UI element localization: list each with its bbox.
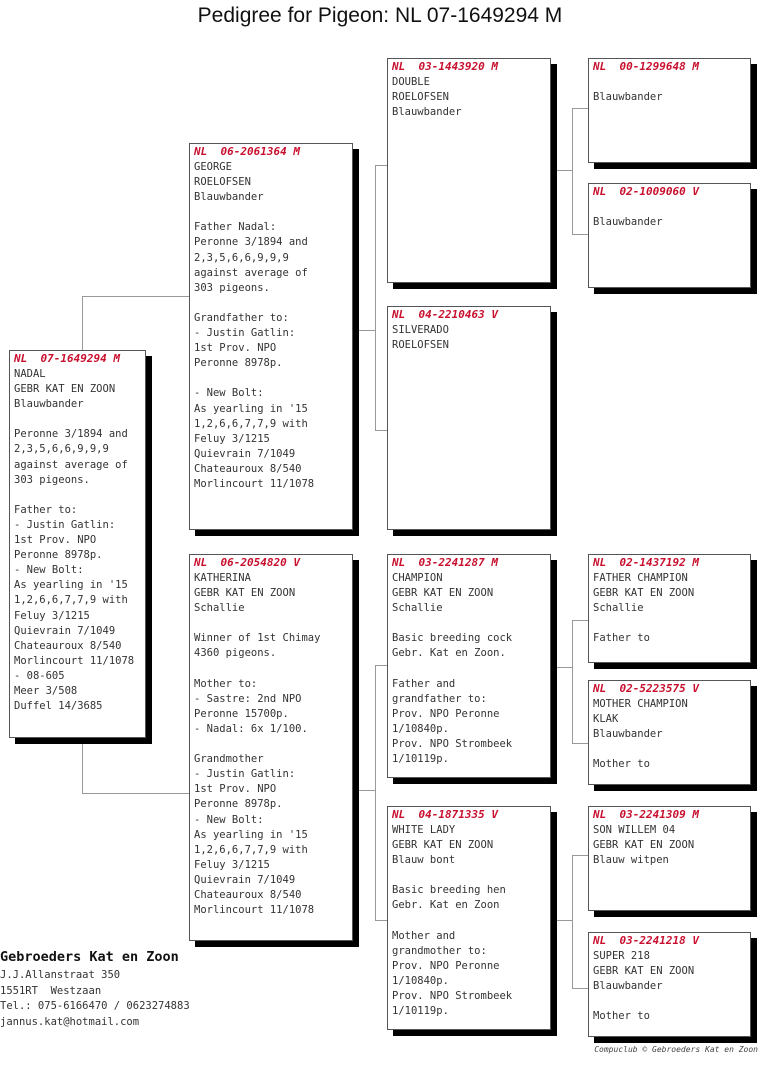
pigeon-details — [589, 696, 750, 772]
detail-line: Feluy 3/1215 — [194, 858, 270, 871]
ring-number: NL 04-2210463 V — [392, 308, 498, 321]
detail-line: Mother to — [593, 758, 650, 771]
detail-line: Peronne 3/1894 and — [194, 236, 308, 249]
connector-line — [375, 165, 376, 430]
detail-line — [14, 488, 141, 503]
ring-number: NL 07-1649294 M — [14, 352, 120, 365]
pigeon-details — [589, 74, 750, 105]
detail-line: Mother to: — [194, 677, 258, 690]
detail-line: 1/10840p. — [392, 974, 449, 987]
detail-line: Quievrain 7/1049 — [194, 447, 296, 460]
detail-line: Duffel 14/3685 — [14, 700, 103, 713]
detail-line: Peronne 15700p. — [194, 707, 289, 720]
connector-line — [82, 738, 83, 793]
detail-line: Peronne 8978p. — [194, 798, 283, 811]
breeder-city: 1551RT Westzaan — [0, 984, 102, 997]
ring-number: NL 06-2061364 M — [194, 145, 300, 158]
detail-line: Schallie — [392, 602, 443, 615]
detail-line: ROELOFSEN — [194, 176, 251, 189]
connector-line — [572, 620, 588, 621]
connector-line — [572, 855, 573, 988]
detail-line: Father to: — [14, 503, 78, 516]
detail-line: FATHER CHAMPION — [593, 572, 688, 584]
detail-line: Blauwbander — [593, 728, 663, 741]
detail-line — [392, 616, 546, 631]
detail-line: Blauwbander — [392, 106, 462, 119]
detail-line: Father and — [392, 677, 456, 690]
connector-line — [572, 743, 588, 744]
pigeon-card-mother[interactable] — [189, 554, 353, 941]
pigeon-details — [388, 322, 550, 353]
connector-line — [551, 920, 572, 921]
pigeon-card-fff[interactable] — [588, 58, 751, 163]
detail-line: As yearling in '15 — [194, 402, 308, 415]
detail-line: Schallie — [194, 602, 245, 615]
detail-line: 303 pigeons. — [194, 281, 270, 294]
detail-line: Meer 3/508 — [14, 684, 78, 697]
detail-line — [194, 205, 348, 220]
ring-number: NL 02-1437192 M — [593, 556, 699, 569]
detail-line: against average of — [194, 266, 308, 279]
detail-line: Feluy 3/1215 — [14, 609, 90, 622]
detail-line: SILVERADO — [392, 324, 449, 336]
detail-line — [593, 994, 746, 1009]
detail-line: Peronne 8978p. — [14, 549, 103, 562]
detail-line — [194, 737, 348, 752]
detail-line: 303 pigeons. — [14, 473, 90, 486]
detail-line: GEBR KAT EN ZOON — [392, 839, 494, 852]
detail-line: Winner of 1st Chimay — [194, 632, 321, 645]
pigeon-card-mmm[interactable] — [588, 932, 751, 1037]
ring-number: NL 03-2241218 V — [593, 934, 699, 947]
detail-line: - Nadal: 6x 1/100. — [194, 722, 308, 735]
detail-line: Mother to — [593, 1010, 650, 1023]
detail-line — [593, 742, 746, 757]
detail-line: GEBR KAT EN ZOON — [593, 587, 695, 600]
ring-number: NL 03-2241309 M — [593, 808, 699, 821]
pigeon-details — [589, 822, 750, 868]
detail-line — [194, 296, 348, 311]
breeder-name: Gebroeders Kat en Zoon — [0, 949, 179, 965]
detail-line: DOUBLE — [392, 76, 430, 88]
detail-line: 4360 pigeons. — [194, 647, 277, 660]
ring-number: NL 03-1443920 M — [392, 60, 498, 73]
detail-line: Chateauroux 8/540 — [194, 888, 302, 901]
detail-line: 1st Prov. NPO — [194, 342, 277, 355]
detail-line: - New Bolt: — [194, 813, 264, 826]
breeder-email[interactable]: jannus.kat@hotmail.com — [0, 1015, 140, 1028]
detail-line: MOTHER CHAMPION — [593, 698, 688, 710]
connector-line — [353, 330, 375, 331]
pigeon-details — [589, 948, 750, 1024]
detail-line: against average of — [14, 458, 128, 471]
detail-line: Basic breeding cock — [392, 632, 513, 645]
pigeon-details — [190, 570, 352, 918]
footer-copyright: Compuclub © Gebroeders Kat en Zoon — [594, 1045, 758, 1054]
breeder-phone: Tel.: 075-6166470 / 0623274883 — [0, 1000, 190, 1012]
detail-line: GEBR KAT EN ZOON — [593, 839, 695, 852]
detail-line: - Justin Gatlin: — [194, 327, 296, 340]
ring-number: NL 02-1009060 V — [593, 185, 699, 198]
detail-line: Prov. NPO Strombeek — [392, 738, 513, 751]
detail-line: Feluy 3/1215 — [194, 432, 270, 445]
detail-line: - Justin Gatlin: — [194, 768, 296, 781]
detail-line: KLAK — [593, 713, 619, 726]
detail-line: GEBR KAT EN ZOON — [194, 587, 296, 600]
connector-line — [572, 234, 588, 235]
page-title: Pedigree for Pigeon: NL 07-1649294 M — [197, 4, 563, 27]
detail-line: Grandfather to: — [194, 311, 289, 324]
detail-line — [194, 662, 348, 677]
detail-line: - 08-605 — [14, 669, 65, 682]
detail-line: Basic breeding hen — [392, 884, 506, 897]
detail-line — [593, 200, 746, 215]
pigeon-card-mmf[interactable] — [588, 806, 751, 911]
detail-line: 1,2,6,6,7,7,9 with — [14, 594, 128, 607]
detail-line: 1,2,6,6,7,7,9 with — [194, 843, 308, 856]
pigeon-card-subject[interactable] — [9, 350, 146, 738]
detail-line: Blauwbander — [593, 91, 663, 104]
detail-line: GEBR KAT EN ZOON — [14, 383, 116, 396]
detail-line: WHITE LADY — [392, 824, 456, 836]
connector-line — [82, 296, 83, 352]
pigeon-card-mff[interactable] — [588, 554, 751, 663]
detail-line — [194, 616, 348, 631]
connector-line — [551, 170, 572, 171]
detail-line: Blauwbander — [593, 980, 663, 993]
ring-number: NL 04-1871335 V — [392, 808, 498, 821]
detail-line: As yearling in '15 — [194, 828, 308, 841]
detail-line — [593, 75, 746, 90]
connector-line — [353, 790, 375, 791]
pigeon-card-father-mother[interactable] — [387, 306, 551, 530]
ring-number: NL 02-5223575 V — [593, 682, 699, 695]
breeder-info — [0, 949, 190, 1030]
detail-line: Gebr. Kat en Zoon. — [392, 647, 506, 660]
detail-line: Morlincourt 11/1078 — [194, 904, 315, 917]
detail-line: Gebr. Kat en Zoon — [392, 899, 500, 912]
detail-line: Blauw bont — [392, 854, 456, 867]
pigeon-card-mother-father[interactable] — [387, 554, 551, 778]
pigeon-details — [388, 822, 550, 1019]
detail-line: Chateauroux 8/540 — [194, 462, 302, 475]
detail-line — [392, 868, 546, 883]
detail-line: Blauw witpen — [593, 854, 669, 867]
pigeon-card-father-father[interactable] — [387, 58, 551, 283]
detail-line: ROELOFSEN — [392, 339, 449, 352]
connector-line — [82, 296, 190, 297]
pigeon-details — [589, 199, 750, 230]
connector-line — [572, 108, 588, 109]
detail-line: CHAMPION — [392, 572, 443, 584]
detail-line: Grandmother — [194, 753, 264, 766]
detail-line: Prov. NPO Strombeek — [392, 990, 513, 1003]
detail-line: GEBR KAT EN ZOON — [593, 965, 695, 978]
detail-line: ROELOFSEN — [392, 91, 449, 104]
detail-line: Blauwbander — [593, 216, 663, 229]
detail-line: KATHERINA — [194, 572, 251, 584]
detail-line: Quievrain 7/1049 — [194, 873, 296, 886]
detail-line — [392, 914, 546, 929]
detail-line: Schallie — [593, 602, 644, 615]
detail-line: As yearling in '15 — [14, 579, 128, 592]
detail-line — [14, 412, 141, 427]
detail-line: Mother and — [392, 929, 456, 942]
detail-line: - Justin Gatlin: — [14, 518, 116, 531]
detail-line: Prov. NPO Peronne — [392, 959, 500, 972]
connector-line — [551, 667, 572, 668]
detail-line: 1st Prov. NPO — [14, 534, 97, 547]
detail-line: 1/10119p. — [392, 1005, 449, 1018]
detail-line: 1/10119p. — [392, 753, 449, 766]
pigeon-card-mother-mother[interactable] — [387, 806, 551, 1030]
detail-line: - New Bolt: — [14, 564, 84, 577]
detail-line: 1,2,6,6,7,7,9 with — [194, 417, 308, 430]
detail-line — [392, 662, 546, 677]
pigeon-card-mfm[interactable] — [588, 680, 751, 785]
detail-line: Father to — [593, 632, 650, 645]
detail-line: grandfather to: — [392, 692, 487, 705]
pigeon-card-ffm[interactable] — [588, 183, 751, 288]
detail-line: 1/10840p. — [392, 722, 449, 735]
pigeon-details — [190, 159, 352, 492]
connector-line — [572, 108, 573, 234]
detail-line: - Sastre: 2nd NPO — [194, 692, 302, 705]
ring-number: NL 00-1299648 M — [593, 60, 699, 73]
pigeon-details — [10, 366, 145, 714]
detail-line: NADAL — [14, 368, 46, 380]
detail-line: Prov. NPO Peronne — [392, 707, 500, 720]
detail-line: - New Bolt: — [194, 387, 264, 400]
pigeon-details — [589, 570, 750, 646]
detail-line: GEORGE — [194, 161, 232, 173]
connector-line — [572, 855, 588, 856]
connector-line — [375, 665, 376, 920]
detail-line: Chateauroux 8/540 — [14, 639, 122, 652]
detail-line: SON WILLEM 04 — [593, 824, 676, 836]
detail-line: Morlincourt 11/1078 — [194, 477, 315, 490]
detail-line: SUPER 218 — [593, 950, 650, 962]
detail-line — [593, 616, 746, 631]
detail-line: Quievrain 7/1049 — [14, 624, 116, 637]
ring-number: NL 03-2241287 M — [392, 556, 498, 569]
detail-line — [194, 371, 348, 386]
detail-line: Blauwbander — [14, 398, 84, 411]
detail-line: grandmother to: — [392, 944, 487, 957]
pigeon-details — [388, 74, 550, 120]
detail-line: 1st Prov. NPO — [194, 783, 277, 796]
detail-line: Peronne 3/1894 and — [14, 428, 128, 441]
ring-number: NL 06-2054820 V — [194, 556, 300, 569]
detail-line: GEBR KAT EN ZOON — [392, 587, 494, 600]
detail-line: 2,3,5,6,6,9,9,9 — [194, 251, 289, 264]
detail-line: Morlincourt 11/1078 — [14, 654, 135, 667]
pigeon-details — [388, 570, 550, 767]
connector-line — [82, 793, 190, 794]
detail-line: 2,3,5,6,6,9,9,9 — [14, 443, 109, 456]
detail-line: Father Nadal: — [194, 221, 277, 234]
connector-line — [572, 988, 588, 989]
connector-line — [572, 620, 573, 743]
detail-line: Peronne 8978p. — [194, 357, 283, 370]
pigeon-card-father[interactable] — [189, 143, 353, 530]
detail-line: Blauwbander — [194, 191, 264, 204]
breeder-street: J.J.Allanstraat 350 — [0, 969, 121, 981]
